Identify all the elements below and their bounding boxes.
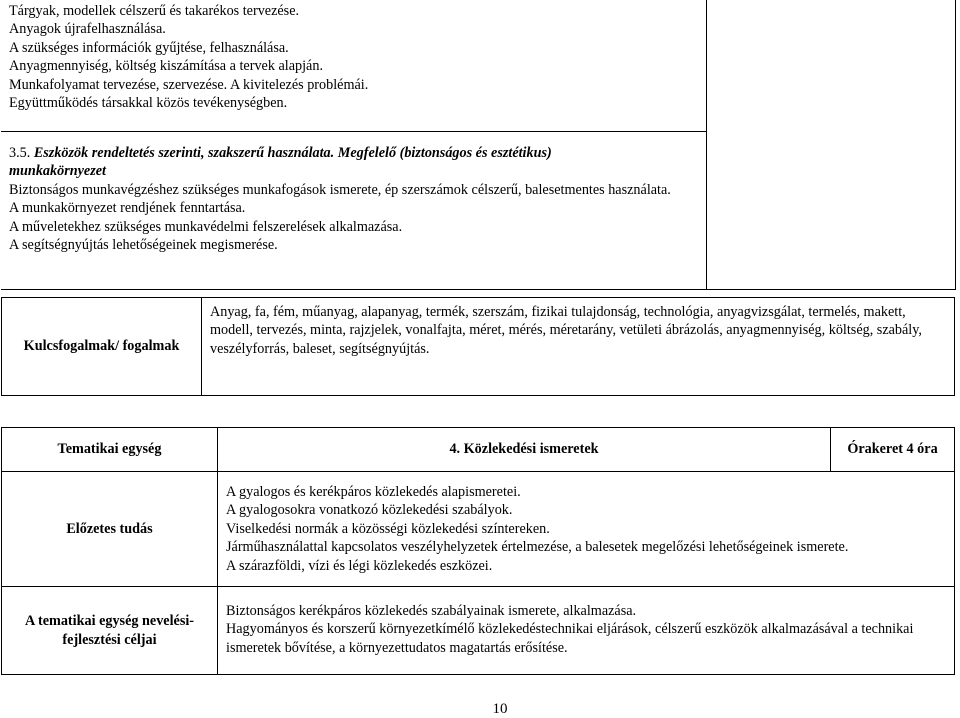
key-concepts-text: Anyag, fa, fém, műanyag, alapanyag, termék, szerszám, fizikai tulajdonság, technológia, anyagvizsgálat, termelés, makett, modell, tervezés, minta, rajzjelek, vonalfajta, méret, mérés, méretarány, vetületi ábrázolás, anyagmennyiség, költség, szabály, veszélyforrás, baleset, segítségnyújtás. [210,304,922,357]
development-goals-text [226,602,951,657]
content-line: A gyalogos és kerékpáros közlekedés alapismeretei. [226,484,521,500]
content-table-top [0,0,956,291]
content-line: Biztonságos kerékpáros közlekedés szabályainak ismerete, alkalmazása. [226,603,637,619]
thematic-unit-table [1,427,955,675]
content-line: Viselkedési normák a közösségi közlekedési színtereken. [226,520,550,537]
prior-knowledge-label: Előzetes tudás [2,472,218,586]
content-line: Együttműködés társakkal közös tevékenységben. [9,95,288,112]
prior-knowledge-row [2,472,954,587]
section-3-5 [9,144,699,254]
section-number: 3.5. [9,145,31,161]
key-concepts-label: Kulcsfogalmak/ fogalmak [2,298,202,395]
content-line: A munkakörnyezet rendjének fenntartása. [9,200,246,217]
content-line: Anyagok újrafelhasználása. [9,21,166,38]
content-line: Tárgyak, modellek célszerű és takarékos tervezése. [9,3,300,19]
goals-label-line: fejlesztési céljai [62,631,157,648]
content-line: Hagyományos és korszerű környezetkímélő közlekedéstechnikai eljárások, célszerű eszközök alkalmazásával a technikai ismeretek bővítése, a környezettudatos magatartás erősítése. [226,621,914,656]
content-line: A szükséges információk gyűjtése, felhasználása. [9,39,289,56]
thematic-unit-header-row [2,428,954,472]
content-cell [1,0,707,290]
content-line: Anyagmennyiség, költség kiszámítása a tervek alapján. [9,58,323,75]
content-line: Munkafolyamat tervezése, szervezése. A kivitelezés problémái. [9,76,369,93]
thematic-unit-title: 4. Közlekedési ismeretek [218,428,831,471]
section-title: Eszközök rendeltetés szerinti, szakszerű használata. [33,145,335,161]
thematic-unit-label: Tematikai egység [2,428,218,471]
section-subtitle-cont: munkakörnyezet [9,163,106,180]
row-divider [1,131,707,132]
goals-label-line: A tematikai egység nevelési- [24,613,195,630]
hours-allotment: Órakeret 4 óra [847,441,938,457]
page-number: 10 [492,701,508,717]
content-line: A segítségnyújtás lehetőségeinek megismerése. [9,237,278,254]
section-heading [9,144,699,162]
content-line: Biztonságos munkavégzéshez szükséges munkafogások ismerete, ép szerszámok célszerű, balesetmentes használata. [9,181,671,198]
development-goals-row [2,587,954,674]
development-goals-label [2,587,218,674]
empty-cell [707,0,956,290]
content-line: Járműhasználattal kapcsolatos veszélyhelyzetek értelmezése, a balesetek megelőzési lehetőségeinek ismerete. [226,539,849,556]
content-line: A szárazföldi, vízi és légi közlekedés eszközei. [226,557,493,574]
prior-knowledge-text [226,483,946,575]
content-line: A gyalogosokra vonatkozó közlekedési szabályok. [226,502,513,519]
content-line: A műveletekhez szükséges munkavédelmi felszerelések alkalmazása. [9,218,403,235]
section-subtitle: Megfelelő (biztonságos és esztétikus) [337,145,552,161]
previous-content-list [9,2,368,112]
key-concepts-table [1,297,955,396]
